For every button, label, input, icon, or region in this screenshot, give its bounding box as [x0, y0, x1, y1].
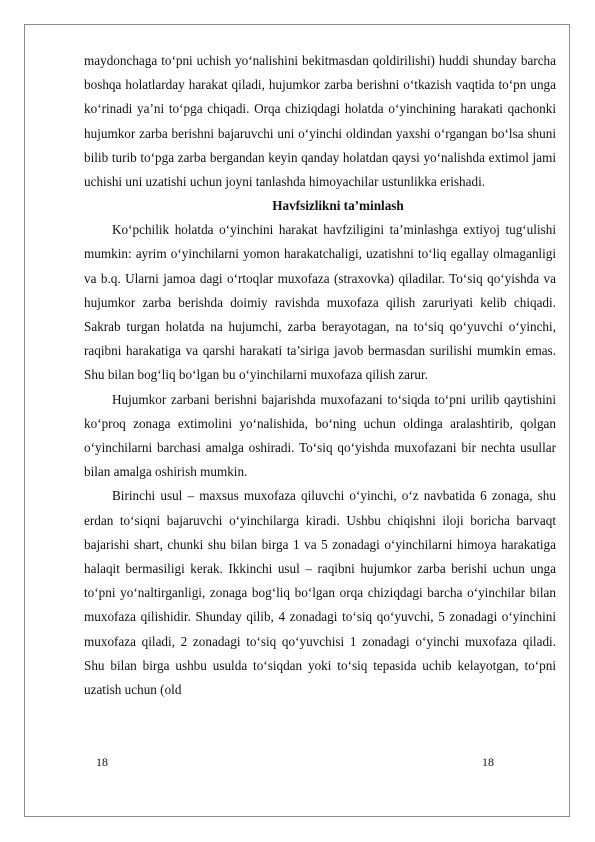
paragraph-methods: Birinchi usul – maxsus muxofaza qiluvchi o‘yinchi, o‘z navbatida 6 zonaga, shu erdan to‘siqni bajaruvchi o‘yinchilarga kiradi. Ushbu chiqishni iloji boricha barvaqt bajarishi shart, chunki shu bilan birga 1 va 5 zonadagi o‘yinchilarni himoya harakatiga halaqit bermasiligi kerak. Ikkinchi usul – raqibni hujumkor zarba berishi uchun unga to‘pni yo‘naltirganligi, zonaga bog‘liq bo‘lgan orqa chiziqdagi barcha o‘yinchilar bilan muxofaza qilishidir. Shunday qilib, 4 zonadagi to‘siq qo‘yuvchi, 5 zonadagi o‘yinchini muxofaza qiladi, 2 zonadagi to‘siq qo‘yuvchisi 1 zonadagi o‘yinchi muxofaza qiladi. Shu bilan birga ushbu usulda to‘siqdan yoki to‘siq tepasida uchib kelayotgan, to‘pni uzatish uchun (old	[84, 488, 556, 698]
section-heading: Havfsizlikni ta’minlash	[272, 198, 404, 214]
paragraph-safety: Ko‘pchilik holatda o‘yinchini harakat havfziligini ta’minlashga extiyoj tug‘ulishi mumkin: ayrim o‘yinchilarni yomon harakatchaligi, uzatishni to‘liq egallay olmaganligi va b.q. Ularni jamoa dagi o‘rtoqlar muxofaza (straxovka) qiladilar. To‘siq qo‘yishda va hujumkor zarba berishda doimiy ravishda muxofaza qilish zaruriyati kelib chiqadi. Sakrab turgan holatda na hujumchi, zarba berayotagan, na to‘siq qo‘yuvchi o‘yinchi, raqibni harakatiga va qarshi harakati ta’siriga javob bermasdan surilishi mumkin emas. Shu bilan bog‘liq bo‘lgan bu o‘yinchilarni muxofaza qilish zarur.	[84, 222, 556, 383]
page-number-left: 18	[96, 755, 108, 769]
paragraph-attack-cover: Hujumkor zarbani berishni bajarishda muxofazani to‘siqda to‘pni urilib qaytishini ko‘proq zonaga extimolini yo‘nalishida, bo‘ning uchun oldinga aralashtirib, qolgan o‘yinchilarni barchasi amalga oshiradi. To‘siq qo‘yishda muxofazani bir nechta usullar bilan amalga oshirish mumkin.	[84, 391, 556, 480]
intro-paragraph: maydonchaga to‘pni uchish yo‘nalishini bekitmasdan qoldirilishi) huddi shunday barcha boshqa holatlarday harakat qiladi, hujumkor zarba berishni o‘tkazish vaqtida to‘pn unga ko‘rinadi ya’ni to‘pga chiqadi. Orqa chiziqdagi holatda o‘yinchining harakati qachonki hujumkor zarba berishni bajaruvchi uni o‘yinchi oldindan yaxshi o‘rgangan bo‘lsa shuni bilib turib to‘pga zarba bergandan keyin qanday holatdan qaysi yo‘nalishda extimol jami uchishi uni uzatishi uchun joyni tanlashda himoyachilar ustunlikka erishadi.	[84, 53, 556, 190]
page-number-right: 18	[482, 755, 494, 769]
document-body	[84, 49, 556, 702]
